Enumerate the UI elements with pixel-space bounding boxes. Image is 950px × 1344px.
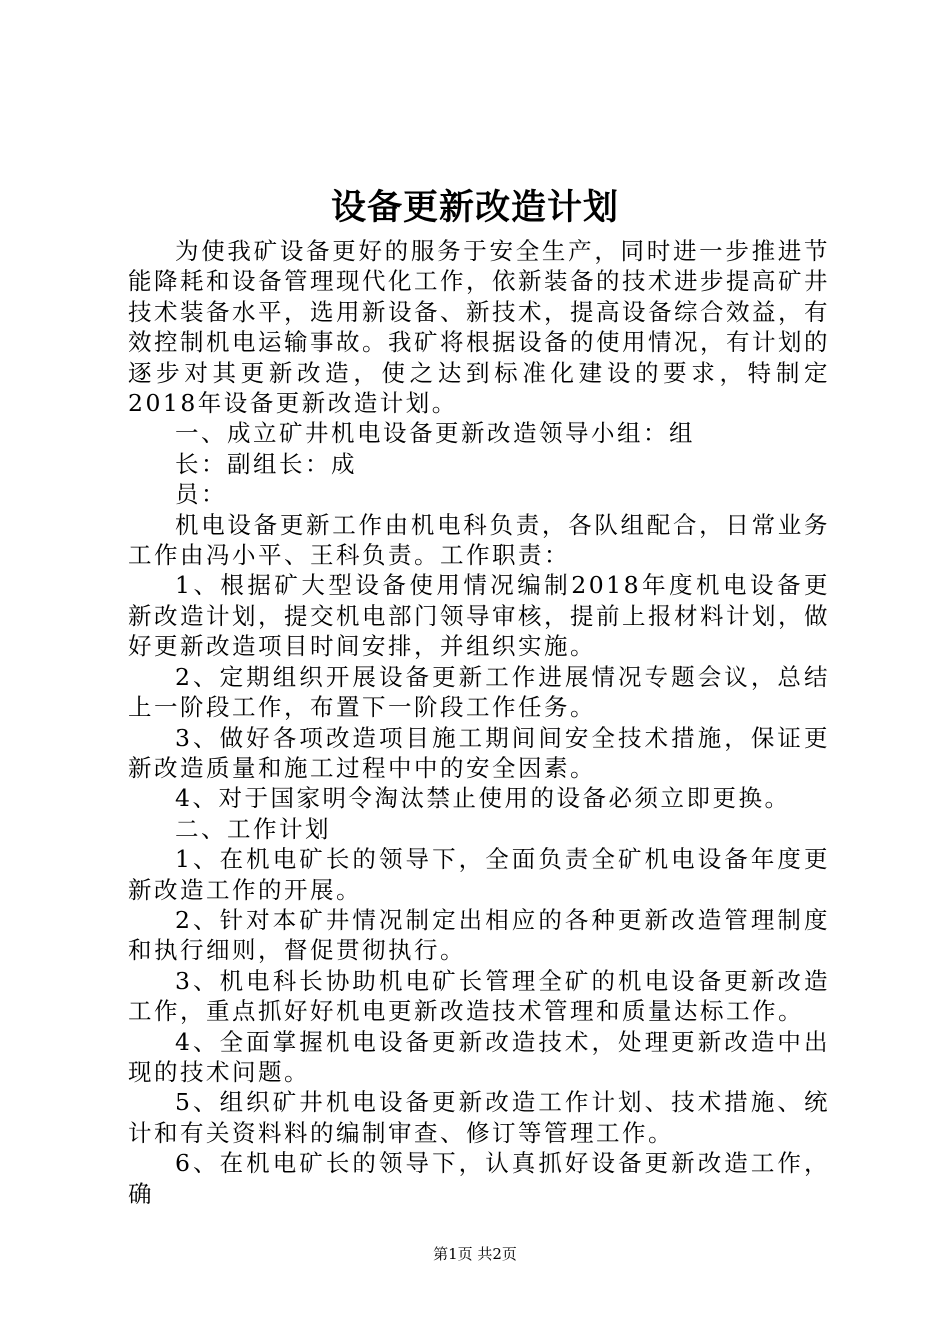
paragraph-duty-2: 2、定期组织开展设备更新工作进展情况专题会议，总结上一阶段工作，布置下一阶段工作任务。 xyxy=(128,662,830,722)
paragraph-plan-1: 1、在机电矿长的领导下，全面负责全矿机电设备年度更新改造工作的开展。 xyxy=(128,845,830,904)
paragraph-member-line: 员： xyxy=(175,480,227,509)
document-body xyxy=(128,236,830,1209)
paragraph-plan-5: 5、组织矿井机电设备更新改造工作计划、技术措施、统计和有关资料料的编制审查、修订等管理工作。 xyxy=(128,1088,830,1147)
paragraph-plan-3: 3、机电科长协助机电矿长管理全矿的机电设备更新改造工作，重点抓好好机电更新改造技术管理和质量达标工作。 xyxy=(128,966,830,1026)
paragraph-duty-4: 4、对于国家明令淘汰禁止使用的设备必须立即更换。 xyxy=(175,784,791,813)
paragraph-section-2-heading: 二、工作计划 xyxy=(175,814,331,843)
paragraph-leader-line: 长：副组长：成 xyxy=(175,449,357,478)
paragraph-plan-2: 2、针对本矿井情况制定出相应的各种更新改造管理制度和执行细则，督促贯彻执行。 xyxy=(128,905,830,965)
paragraph-intro: 为使我矿设备更好的服务于安全生产，同时进一步推进节能降耗和设备管理现代化工作，依新装备的技术进步提高矿井技术装备水平，选用新设备、新技术，提高设备综合效益，有效控制机电运输事故。我矿将根据设备的使用情况，有计划的逐步对其更新改造，使之达到标准化建设的要求，特制定2018年设备更新改造计划。 xyxy=(128,237,830,418)
paragraph-responsibility: 机电设备更新工作由机电科负责，各队组配合，日常业务工作由冯小平、王科负责。工作职责： xyxy=(128,510,830,570)
paragraph-section-1-heading: 一、成立矿井机电设备更新改造领导小组：组 xyxy=(175,419,695,448)
document-title: 设备更新改造计划 xyxy=(330,187,619,228)
paragraph-duty-3: 3、做好各项改造项目施工期间间安全技术措施，保证更新改造质量和施工过程中中的安全因素。 xyxy=(128,723,830,782)
page-number-footer: 第1页 共2页 xyxy=(433,1245,517,1263)
paragraph-duty-1: 1、根据矿大型设备使用情况编制2018年度机电设备更新改造计划，提交机电部门领导审核，提前上报材料计划，做好更新改造项目时间安排，并组织实施。 xyxy=(128,571,830,661)
paragraph-plan-4: 4、全面掌握机电设备更新改造技术，处理更新改造中出现的技术问题。 xyxy=(128,1027,830,1086)
paragraph-plan-6: 6、在机电矿长的领导下，认真抓好设备更新改造工作，确 xyxy=(128,1149,830,1208)
